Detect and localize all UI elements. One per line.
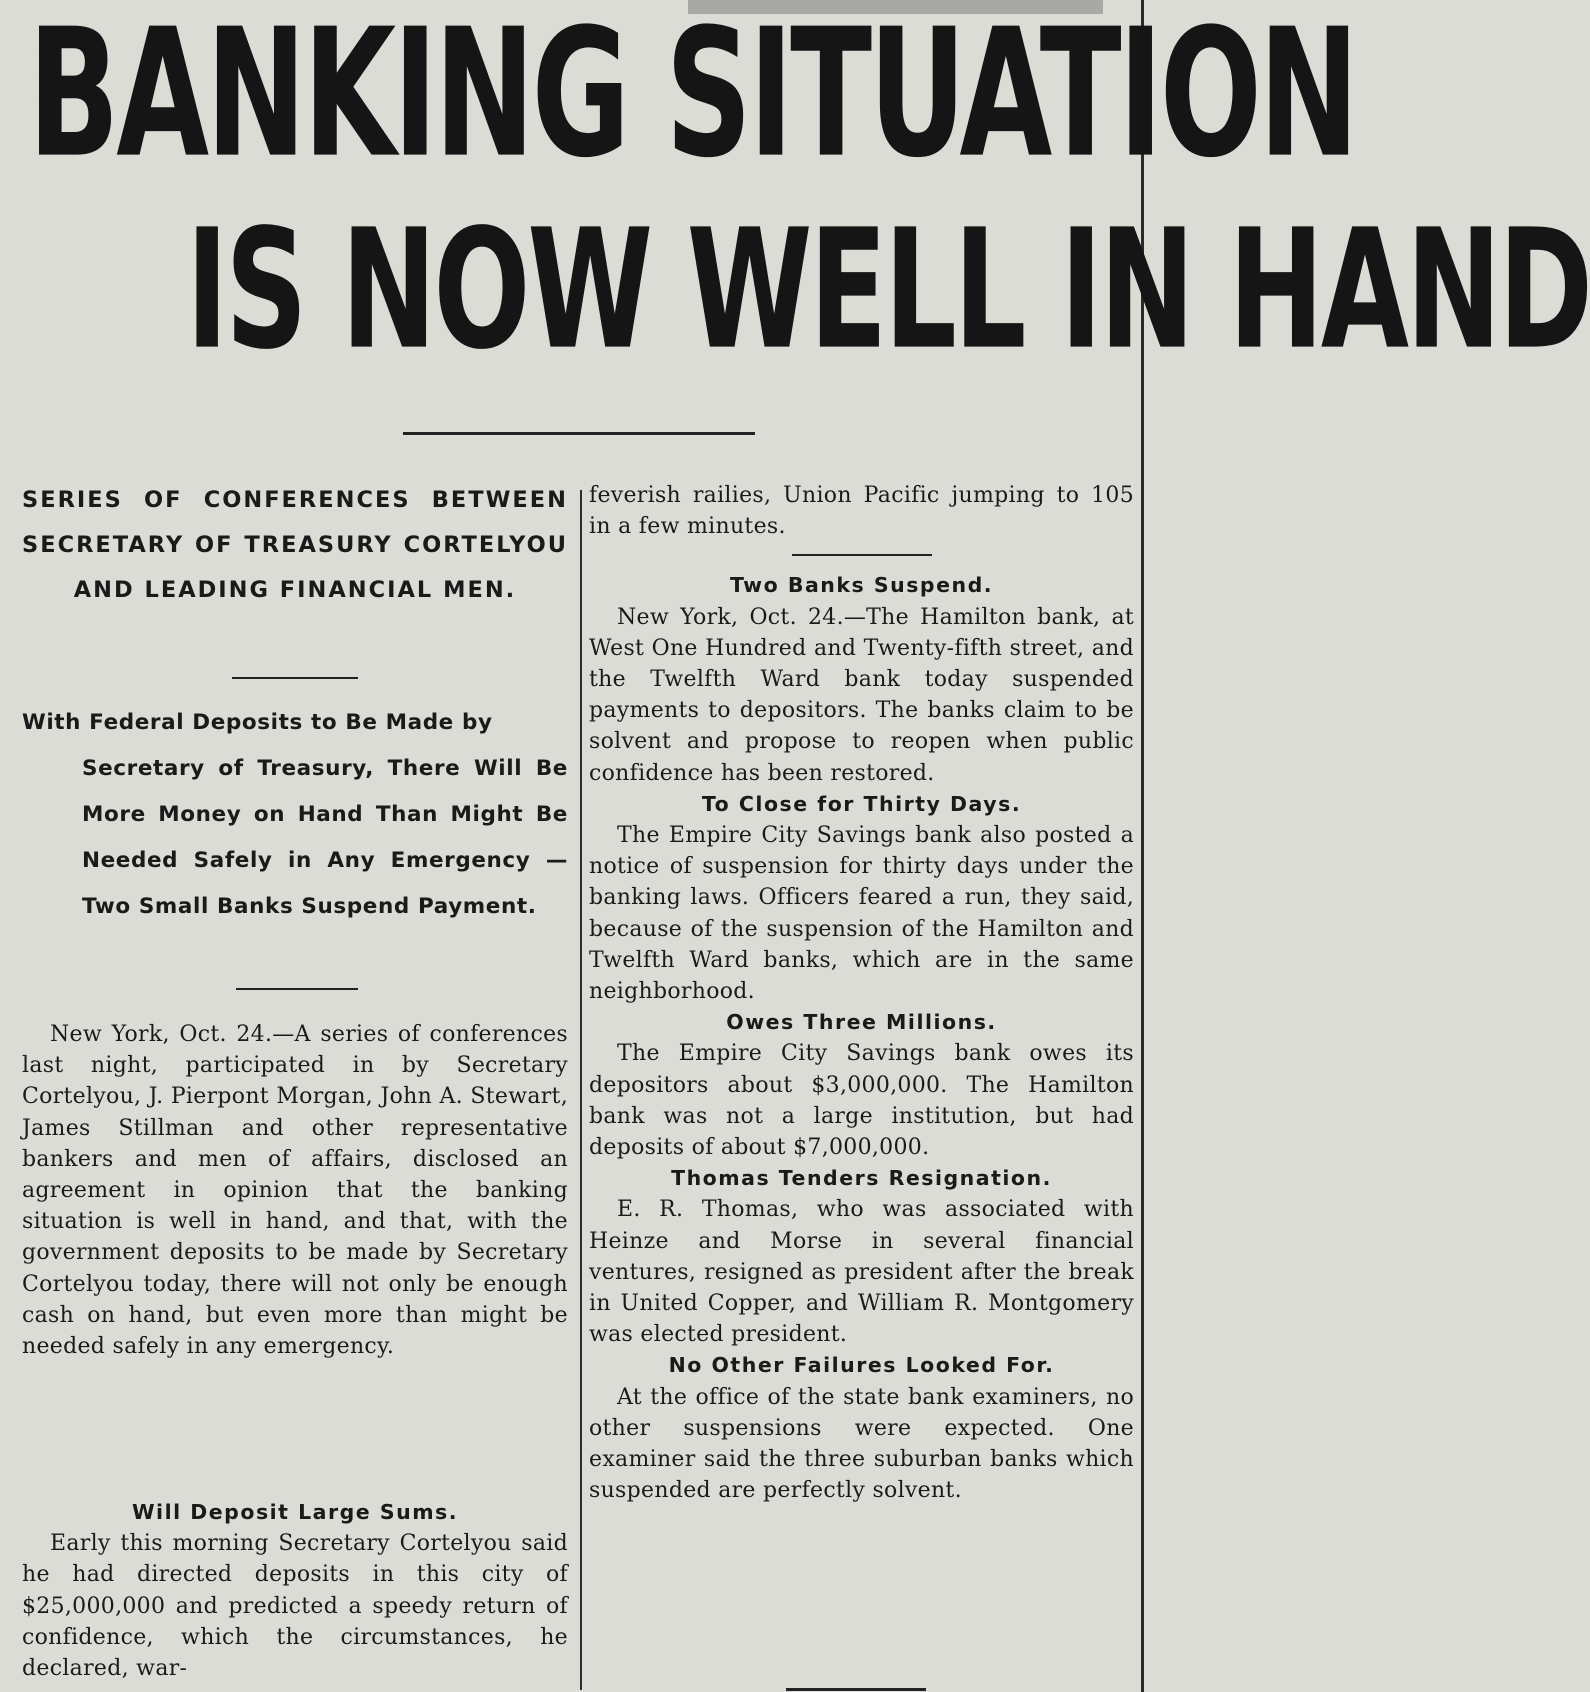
- paragraph-suspend: New York, Oct. 24.—The Hamilton bank, at West One Hundred and Twenty-fifth street, and the Twelfth Ward bank today suspended payments to depositors. The banks claim to be solvent and propose to reopen when public confidence has been restored.: [589, 604, 1134, 786]
- subhead-no-other-failures: No Other Failures Looked For.: [668, 1353, 1055, 1378]
- subhead-two-banks-suspend: Two Banks Suspend.: [729, 573, 994, 598]
- deck-subheadline-first-line: With Federal Deposits to Be Made by: [22, 710, 493, 735]
- subhead-owes-three-millions: Owes Three Millions.: [726, 1010, 997, 1035]
- subhead-to-close: To Close for Thirty Days.: [701, 791, 1022, 816]
- deck-headline: SERIES OF CONFERENCES BETWEEN SECRETARY OF TREASURY CORTELYOU AND LEADING FINANCIAL MEN.: [22, 487, 568, 603]
- column-divider: [580, 490, 582, 1690]
- headline-line-1: BANKING SITUATION: [28, 0, 1356, 198]
- paragraph-failures: At the office of the state bank examiners, no other suspensions were expected. One examiner said the three suburban banks which suspended are perfectly solvent.: [589, 1384, 1134, 1504]
- headline-divider: [403, 432, 755, 435]
- column-b-divider: [792, 554, 932, 556]
- headline-line-2: IS NOW WELL IN HAND: [186, 194, 1590, 387]
- paragraph-thomas: E. R. Thomas, who was associated with Heinze and Morse in several financial ventures, resigned as president after the break in United Copper, and William R. Montgomery was elected president.: [589, 1197, 1134, 1348]
- deck-divider: [232, 677, 358, 679]
- subhead-thomas-resignation: Thomas Tenders Resignation.: [671, 1166, 1052, 1191]
- column-a-continuation: [22, 1497, 568, 1684]
- column-b: [589, 480, 1134, 1507]
- paragraph-owes: The Empire City Savings bank owes its depositors about $3,000,000. The Hamilton bank was not a large institution, but had deposits of about $7,000,000.: [589, 1041, 1134, 1161]
- deck-subheadline-rest: Secretary of Treasury, There Will Be More Money on Hand Than Might Be Needed Safely in Any Emergency — Two Small Banks Suspend Payment.: [82, 756, 568, 919]
- paragraph-deposit: Early this morning Secretary Cortelyou said he had directed deposits in this city of $25,000,000 and predicted a speedy return of confidence, which the circumstances, he declared, war-: [22, 1531, 568, 1682]
- deck-subheadline-divider: [236, 988, 358, 990]
- column-b-bottom-rule: [786, 1688, 926, 1691]
- paragraph-continued: feverish railies, Union Pacific jumping to 105 in a few minutes.: [589, 483, 1134, 540]
- lead-paragraph: New York, Oct. 24.—A series of conferences last night, participated in by Secretary Cortelyou, J. Pierpont Morgan, John A. Stewart, James Stillman and other representative bankers and men of affairs, disclosed an agreement in opinion that the banking situation is well in hand, and that, with the government deposits to be made by Secretary Cortelyou today, there will not only be enough cash on hand, but even more than might be needed safely in any emergency.: [22, 1022, 568, 1360]
- subhead-will-deposit: Will Deposit Large Sums.: [131, 1500, 459, 1524]
- deck-subheadline: [22, 700, 568, 930]
- paragraph-close: The Empire City Savings bank also posted a notice of suspension for thirty days under the banking laws. Officers feared a run, they said, because of the suspension of the Hamilton and Twelfth Ward banks, which are in the same neighborhood.: [589, 823, 1134, 1005]
